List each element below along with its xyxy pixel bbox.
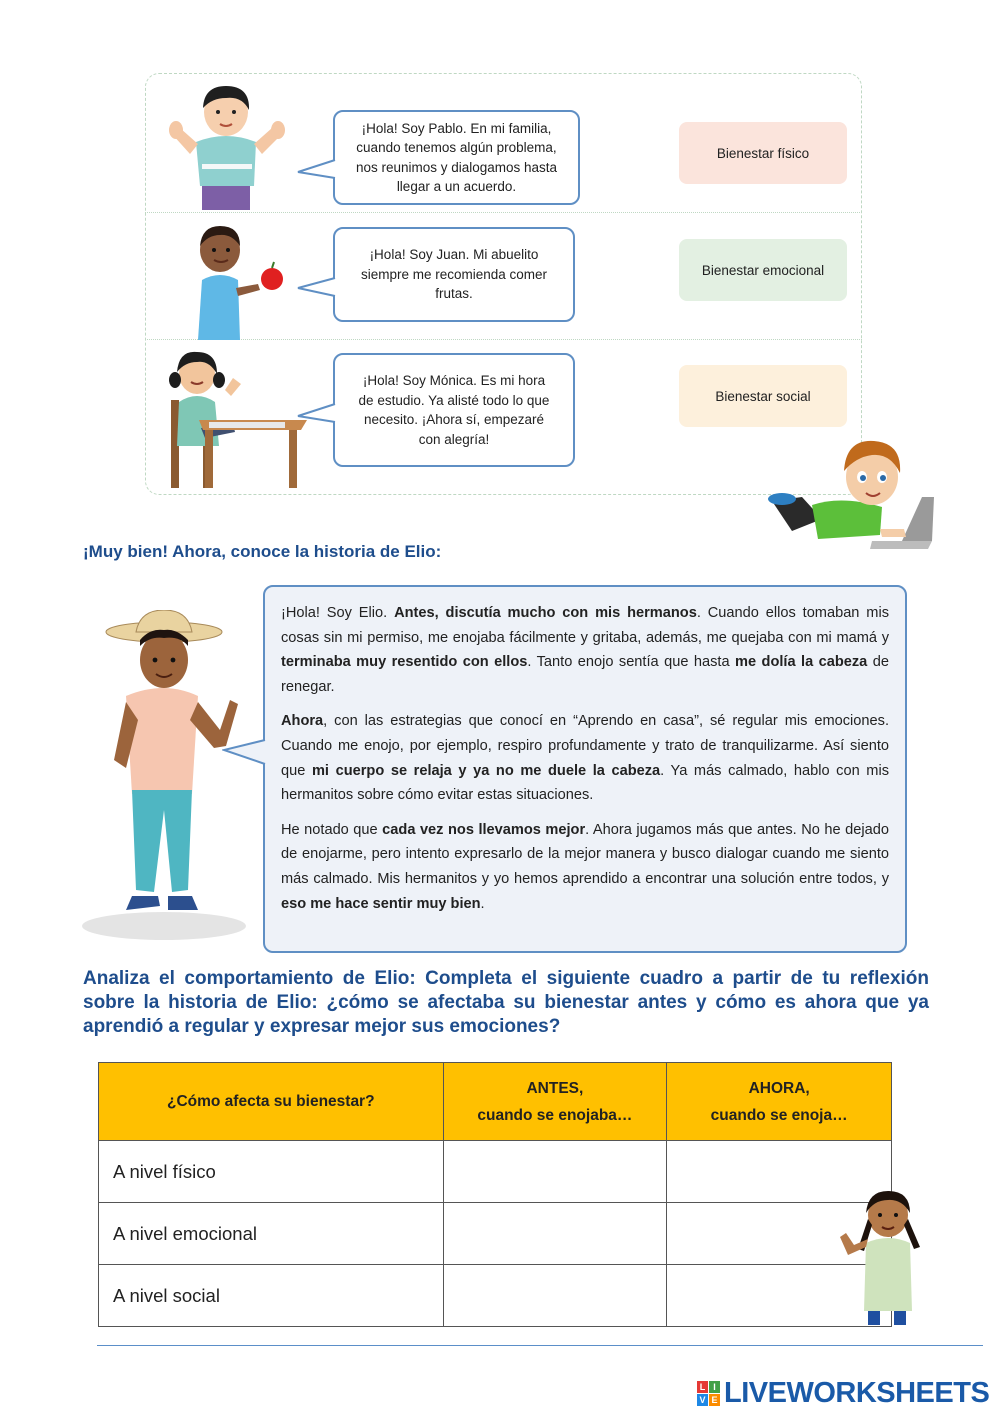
answer-cell-antes-social[interactable] bbox=[443, 1265, 667, 1327]
section-title: ¡Muy bien! Ahora, conoce la historia de Elio: bbox=[83, 542, 442, 561]
emphasis-text: eso me hace sentir muy bien bbox=[281, 895, 481, 912]
label-bienestar-social[interactable]: Bienestar social bbox=[679, 365, 847, 427]
emphasis-text: me dolía la cabeza bbox=[735, 654, 868, 671]
liveworksheets-logo bbox=[697, 1377, 989, 1410]
story-speech-tail bbox=[222, 738, 266, 768]
speech-tail bbox=[296, 402, 336, 426]
emphasis-text: cada vez nos llevamos mejor bbox=[382, 821, 586, 838]
speech-line: de estudio. Ya alisté todo lo que bbox=[358, 392, 550, 408]
logo-letter: I bbox=[709, 1381, 720, 1393]
table-row bbox=[99, 1203, 892, 1265]
row-divider bbox=[145, 212, 862, 213]
emphasis-text: Antes, discutía mucho con mis hermanos bbox=[394, 605, 697, 621]
logo-letter: V bbox=[697, 1394, 708, 1406]
table-header-row bbox=[99, 1063, 892, 1141]
speech-line: cuando tenemos algún problema, bbox=[356, 140, 557, 155]
monica-illustration bbox=[165, 350, 310, 490]
speech-line: ¡Hola! Soy Mónica. Es mi hora bbox=[362, 373, 546, 388]
elio-illustration bbox=[80, 610, 250, 942]
table-row bbox=[99, 1141, 892, 1203]
story-paragraph-2: Ahora, con las estrategias que conocí en “Aprendo en casa”, sé regular mis emociones. Cuando me enojo, por ejemplo, respiro profundamente y trato de tranquilizarme. Así siento que mi cuerpo se relaja y ya no me duele la cabeza. Ya más calmado, hablo con mis hermanitos sobre cómo evitar estas situaciones. bbox=[281, 713, 890, 804]
header-ahora bbox=[667, 1063, 892, 1141]
header-ahora-subtitle: cuando se enoja… bbox=[710, 1106, 848, 1124]
logo-letter: L bbox=[697, 1381, 708, 1393]
pablo-illustration bbox=[168, 82, 293, 212]
label-bienestar-fisico[interactable]: Bienestar físico bbox=[679, 122, 847, 184]
emphasis-text: Ahora bbox=[281, 713, 324, 730]
girl-illustration bbox=[836, 1185, 934, 1327]
brand-logo-icon bbox=[697, 1381, 720, 1406]
brand-name: LIVEWORKSHEETS bbox=[724, 1377, 990, 1409]
speech-line: llegar a un acuerdo. bbox=[396, 179, 517, 194]
row-label-emocional: A nivel emocional bbox=[99, 1203, 444, 1265]
juan-speech-bubble bbox=[333, 227, 575, 322]
elio-story-box bbox=[263, 585, 907, 953]
speech-line: siempre me recomienda comer bbox=[360, 266, 548, 282]
juan-illustration bbox=[190, 222, 290, 340]
header-antes-subtitle: cuando se enojaba… bbox=[477, 1106, 633, 1124]
label-bienestar-emocional[interactable]: Bienestar emocional bbox=[679, 239, 847, 301]
header-como-afecta: ¿Cómo afecta su bienestar? bbox=[99, 1063, 444, 1141]
story-paragraph-3: He notado que cada vez nos llevamos mejor. Ahora jugamos más que antes. No he dejado de enojarme, pero intento expresarlo de la mejor manera y busco dialogar cuando me siento más calmado. Mis hermanitos y yo hemos aprendido a encontrar una solución entre todos, y eso me hace sentir muy bien. bbox=[281, 821, 889, 912]
speech-line: frutas. bbox=[435, 286, 473, 302]
speech-tail bbox=[296, 276, 336, 300]
row-label-fisico: A nivel físico bbox=[99, 1141, 444, 1203]
emphasis-text: mi cuerpo se relaja y ya no me duele la cabeza bbox=[311, 762, 661, 779]
speech-line: nos reunimos y dialogamos hasta bbox=[355, 159, 558, 175]
footer-divider bbox=[97, 1345, 983, 1346]
header-antes-title: ANTES, bbox=[526, 1079, 584, 1097]
header-ahora-title: AHORA, bbox=[748, 1079, 810, 1097]
speech-line: con alegría! bbox=[418, 431, 490, 447]
emphasis-text: terminaba muy resentido con ellos bbox=[281, 654, 528, 671]
speech-line: necesito. ¡Ahora sí, empezaré bbox=[363, 412, 545, 427]
boy-laptop-illustration bbox=[762, 435, 937, 553]
wellbeing-table bbox=[98, 1062, 892, 1327]
monica-speech-bubble bbox=[333, 353, 575, 467]
table-row bbox=[99, 1265, 892, 1327]
speech-line: ¡Hola! Soy Juan. Mi abuelito bbox=[369, 247, 539, 263]
header-antes bbox=[443, 1063, 667, 1141]
row-label-social: A nivel social bbox=[99, 1265, 444, 1327]
story-paragraph-1: ¡Hola! Soy Elio. Antes, discutía mucho con mis hermanos. Cuando ellos tomaban mis cosas sin mi permiso, me enojaba fácilmente y gritaba, además, me quejaba con mi mamá y terminaba muy resentido con ellos. Tanto enojo sentía que hasta me dolía la cabeza de renegar. bbox=[281, 605, 889, 695]
speech-line: ¡Hola! Soy Pablo. En mi familia, bbox=[361, 120, 552, 136]
answer-cell-antes-emocional[interactable] bbox=[443, 1203, 667, 1265]
logo-letter: E bbox=[709, 1394, 720, 1406]
answer-cell-antes-fisico[interactable] bbox=[443, 1141, 667, 1203]
speech-tail bbox=[296, 158, 336, 182]
instruction-text: Analiza el comportamiento de Elio: Completa el siguiente cuadro a partir de tu reflexión sobre la historia de Elio: ¿cómo se afectaba su bienestar antes y cómo es ahora que ya aprendió a regular y expresar mejor sus emociones? bbox=[83, 968, 929, 1037]
pablo-speech-bubble bbox=[333, 110, 580, 205]
